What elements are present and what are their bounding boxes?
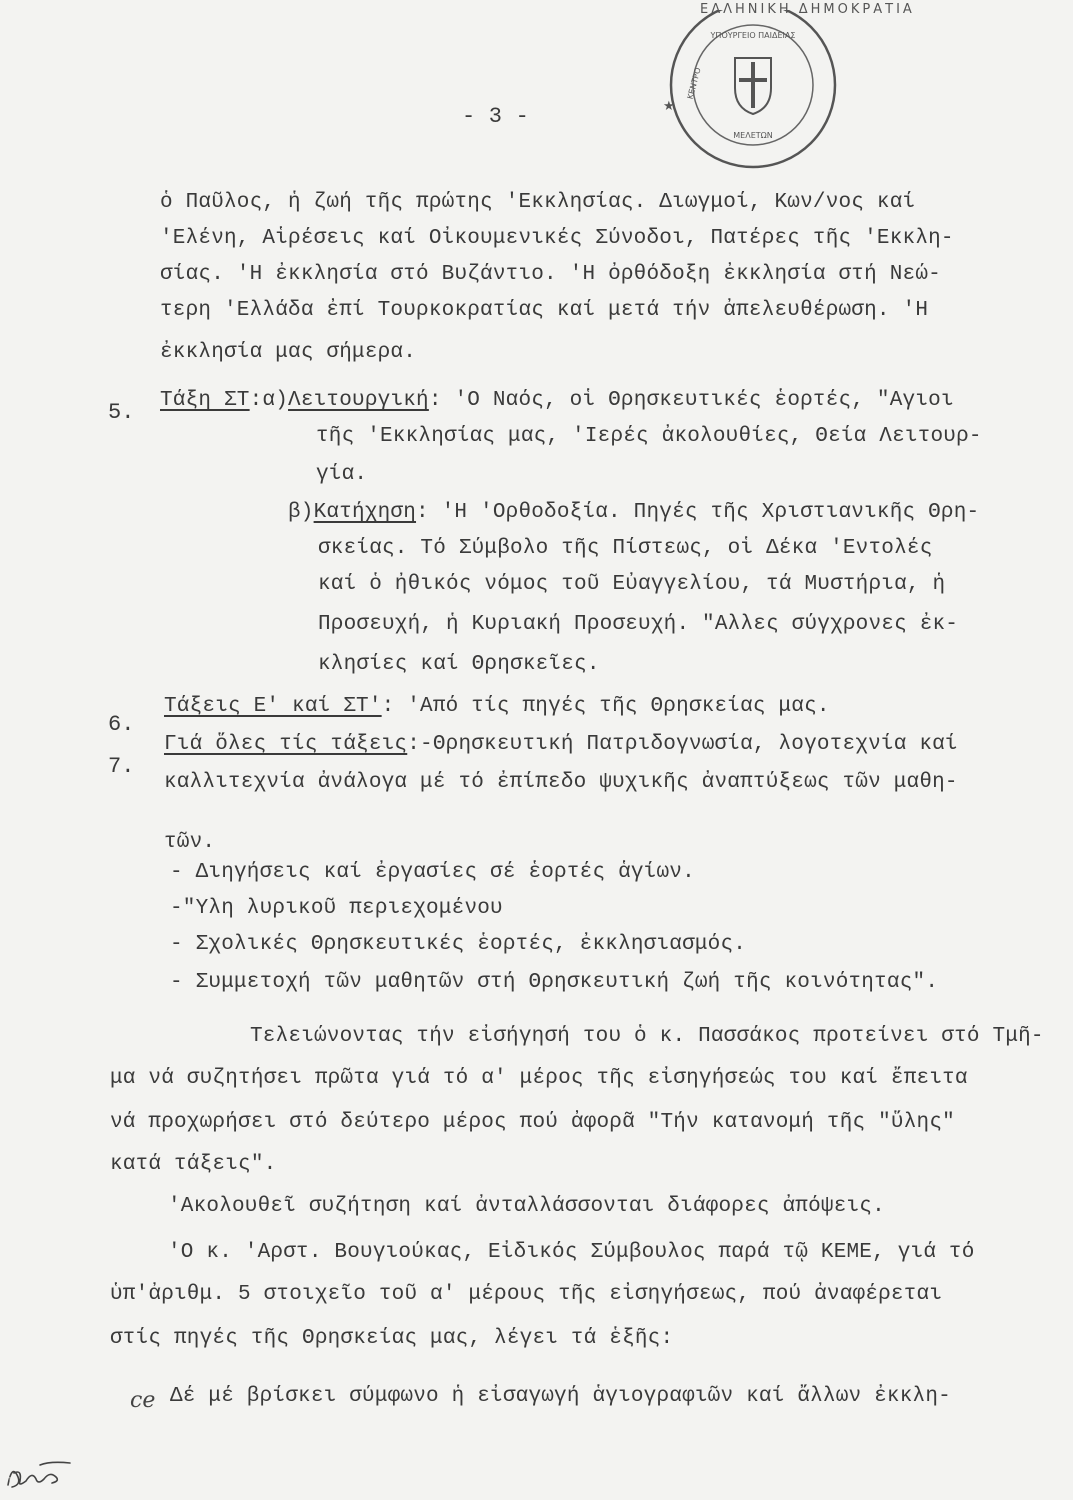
text-line-4: τερη 'Ελλάδα ἐπί Τουρκοκρατίας καί μετά τήν ἀπελευθέρωση. 'Η <box>160 299 929 322</box>
item-5b-line-1 <box>288 500 979 526</box>
para-1-line-3: νά προχωρήσει στό δεύτερο μέρος πού ἀφορᾶ "Τήν κατανομή τῆς "ὕλης" <box>110 1111 955 1134</box>
handwritten-signature <box>0 1455 90 1495</box>
para-3-line-3: στίς πηγές τῆς Θρησκείας μας, λέγει τά ἑξῆς: <box>110 1327 674 1350</box>
item-5a-text: : 'Ο Ναός, οἱ Θρησκευτικές ἑορτές, "Αγιοι <box>428 389 954 412</box>
text-line-3: σίας. 'Η ἐκκλησία στό Βυζάντιο. 'Η ὀρθόδοξη ἐκκλησία στή Νεώ- <box>160 263 941 286</box>
item-5a-label: Λειτουργική <box>288 389 429 412</box>
para-1-line-2: μα νά συζητήσει πρῶτα γιά τό α' μέρος τῆς εἰσηγήσεώς του καί ἔπειτα <box>110 1067 968 1090</box>
item-7-text: :-Θρησκευτική Πατριδογνωσία, λογοτεχνία καί <box>407 733 958 756</box>
para-2: 'Ακολουθεῖ συζήτηση καί ἀνταλλάσσονται διάφορες ἀπόψεις. <box>168 1195 885 1218</box>
para-4-line-1: Δέ μέ βρίσκει σύμφωνο ἡ εἰσαγωγή ἁγιογραφιῶν καί ἄλλων ἐκκλη- <box>170 1385 951 1408</box>
item-6-label: Τάξεις Ε' καί ΣΤ' <box>164 695 382 718</box>
official-seal <box>655 10 845 180</box>
item-5b-label: Κατήχηση <box>313 501 417 524</box>
item-5-label: Τάξη ΣΤ <box>160 389 250 412</box>
item-5-line-1 <box>160 388 954 414</box>
item-7-line-1 <box>164 732 958 758</box>
item-6-text: : 'Από τίς πηγές τῆς Θρησκείας μας. <box>381 695 830 718</box>
signature-text: Βιτ <box>1 1476 12 1483</box>
item-5-number: 5. <box>108 400 135 425</box>
dash-item-3: - Σχολικές Θρησκευτικές ἑορτές, ἐκκλησιασμός. <box>170 933 747 956</box>
item-5b-text: : 'Η 'Ορθοδοξία. Πηγές τῆς Χριστιανικῆς Θρη- <box>416 501 980 524</box>
item-5b-line-5: κλησίες καί Θρησκεῖες. <box>318 653 600 676</box>
item-7-line-3: τῶν. <box>164 831 216 854</box>
page-number: - 3 - <box>462 104 530 129</box>
dash-item-4: - Συμμετοχή τῶν μαθητῶν στή Θρησκευτική ζωή τῆς κοινότητας". <box>170 971 939 994</box>
item-5a-line-3: γία. <box>316 463 368 486</box>
para-1-line-4: κατά τάξεις". <box>110 1153 277 1176</box>
seal-inner-left: ΚΕΝΤΡΟ <box>685 66 703 101</box>
item-5b-line-4: Προσευχή, ἡ Κυριακή Προσευχή. "Αλλες σύγχρονες ἐκ- <box>318 613 959 636</box>
para-3-line-2: ὑπ'ἀριθμ. 5 στοιχεῖο τοῦ α' μέρους τῆς εἰσηγήσεως, πού ἀναφέρεται <box>110 1283 943 1306</box>
item-7-line-2: καλλιτεχνία ἀνάλογα μέ τό ἐπίπεδο ψυχικῆς ἀναπτύξεως τῶν μαθη- <box>164 771 958 794</box>
seal-inner-bottom: ΜΕΛΕΤΩΝ <box>733 131 773 140</box>
para-1-line-1: Τελειώνοντας τήν εἰσήγησή του ὁ κ. Πασσάκος προτείνει στό Τμῆ- <box>250 1025 1044 1048</box>
item-7-label: Γιά ὅλες τίς τάξεις <box>164 733 408 756</box>
item-6-number: 6. <box>108 712 135 737</box>
item-7-number: 7. <box>108 754 135 779</box>
item-5b-line-3: καί ὁ ἠθικός νόμος τοῦ Εὐαγγελίου, τά Μυστήρια, ἡ <box>318 573 946 596</box>
dash-item-2: -"Υλη λυρικοῦ περιεχομένου <box>170 897 503 920</box>
seal-ring-text: ΕΛΛΗΝΙΚΗ ΔΗΜΟΚΡΑΤΙΑ <box>700 2 915 17</box>
dash-item-1: - Διηγήσεις καί ἐργασίες σέ ἑορτές ἁγίων. <box>170 861 695 884</box>
seal-inner-top: ΥΠΟΥΡΓΕΙΟ ΠΑΙΔΕΙΑΣ <box>710 31 796 40</box>
text-line-5: ἐκκλησία μας σήμερα. <box>160 341 417 364</box>
handwritten-mark: ce <box>130 1388 156 1413</box>
item-5-sep: :α) <box>249 389 289 412</box>
item-5a-line-2: τῆς 'Εκκλησίας μας, 'Ιερές ἀκολουθίες, Θεία Λειτουρ- <box>316 425 982 448</box>
para-3-line-1: 'Ο κ. 'Αρστ. Βουγιούκας, Εἰδικός Σύμβουλος παρά τῷ ΚΕΜΕ, γιά τό <box>168 1241 975 1264</box>
text-line-1: ὁ Παῦλος, ἡ ζωή τῆς πρώτης 'Εκκλησίας. Διωγμοί, Κων/νος καί <box>160 191 916 214</box>
seal-star-icon: ★ <box>663 99 675 114</box>
item-5b-prefix: β) <box>288 501 314 524</box>
item-5b-line-2: σκείας. Τό Σύμβολο τῆς Πίστεως, οἱ Δέκα 'Εντολές <box>318 537 933 560</box>
item-6-line <box>164 694 830 720</box>
text-line-2: 'Ελένη, Αἱρέσεις καί Οἰκουμενικές Σύνοδοι, Πατέρες τῆς 'Εκκλη- <box>160 227 954 250</box>
